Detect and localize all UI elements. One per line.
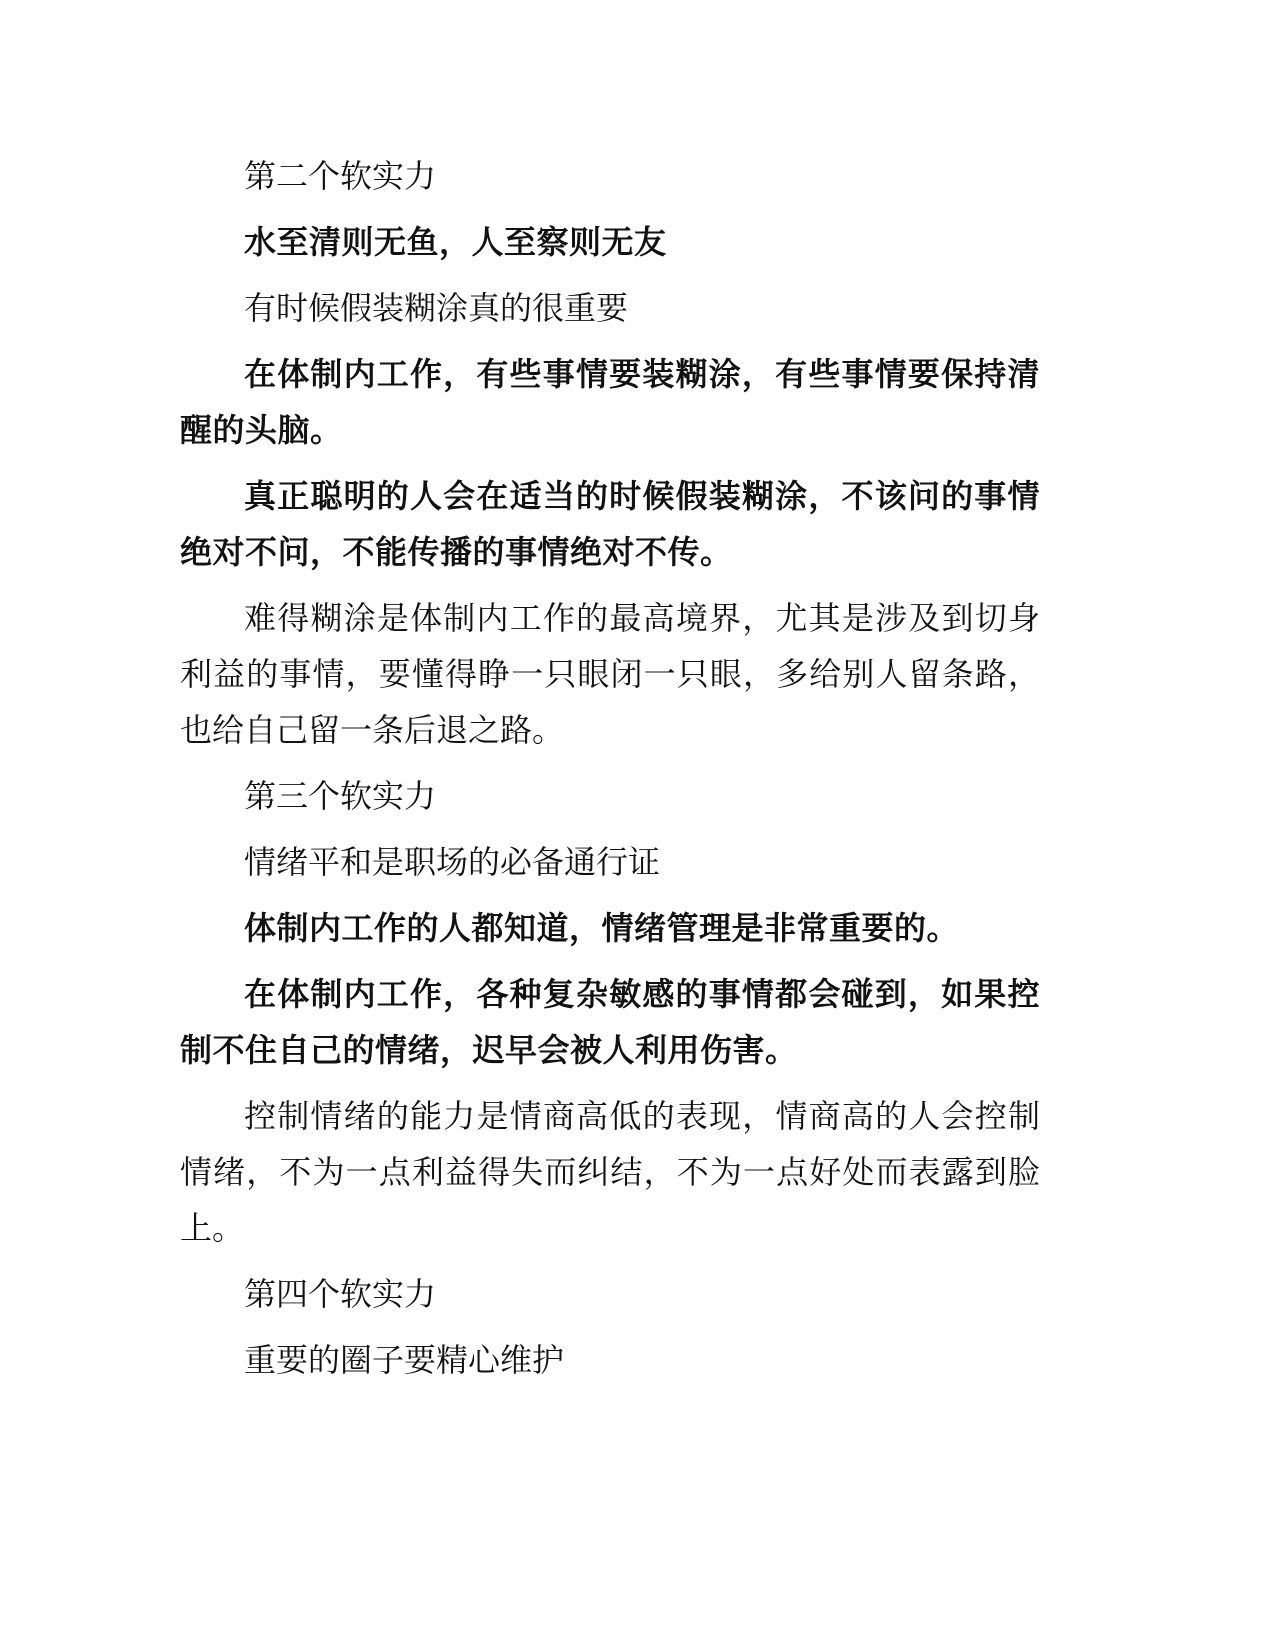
subtitle-line: 有时候假装糊涂真的很重要 [244, 289, 629, 327]
body-paragraph: 控制情绪的能力是情商高低的表现，情商高的人会控制情绪，不为一点利益得失而纠结，不为一点好处而表露到脸上。 [180, 1097, 1040, 1247]
subtitle-line: 水至清则无鱼，人至察则无友 [244, 223, 667, 261]
body-paragraph: 真正聪明的人会在适当的时候假装糊涂，不该问的事情绝对不问，不能传播的事情绝对不传。 [180, 477, 1040, 571]
body-paragraph: 难得糊涂是体制内工作的最高境界，尤其是涉及到切身利益的事情，要懂得睁一只眼闭一只眼，多给别人留条路，也给自己留一条后退之路。 [180, 599, 1040, 749]
subtitle-line: 情绪平和是职场的必备通行证 [244, 843, 661, 881]
body-paragraph: 体制内工作的人都知道，情绪管理是非常重要的。 [244, 909, 960, 947]
body-paragraph: 在体制内工作，有些事情要装糊涂，有些事情要保持清醒的头脑。 [180, 355, 1040, 449]
section-heading-3: 第三个软实力 [244, 777, 437, 815]
section-heading-2: 第二个软实力 [244, 157, 437, 195]
body-paragraph: 在体制内工作，各种复杂敏感的事情都会碰到，如果控制不住自己的情绪，迟早会被人利用伤害。 [180, 975, 1040, 1069]
subtitle-line: 重要的圈子要精心维护 [244, 1341, 565, 1379]
document-body [180, 148, 1040, 1398]
section-heading-4: 第四个软实力 [244, 1275, 437, 1313]
